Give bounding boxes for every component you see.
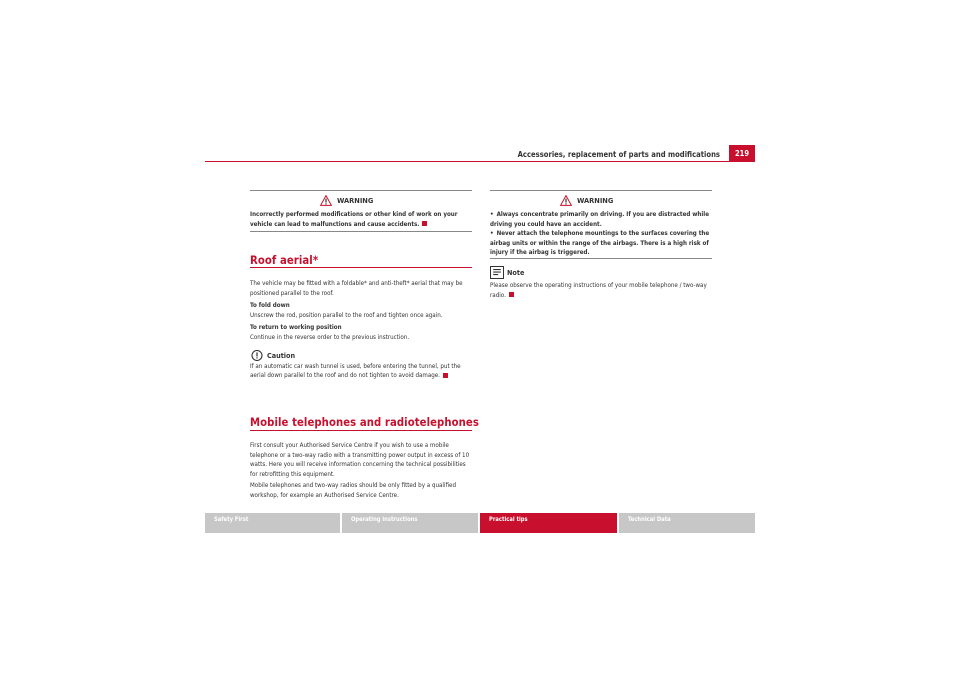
mobile-telephones-content [250,441,472,501]
roof-aerial-intro: The vehicle may be fitted with a foldable* and anti-theft* aerial that may be positioned parallel to the roof. [250,280,463,297]
mobile-telephones-rule [250,430,472,431]
page-number: 219 [729,145,755,162]
warning-bullet: • Always concentrate primarily on driving. If you are distracted while driving you could have an accident. [490,211,709,228]
section-end-mark [443,373,448,378]
warning-triangle-icon [560,195,572,206]
mobile-telephones-heading: Mobile telephones and radiotelephones [250,416,479,429]
left-warning-box [250,190,472,232]
page-header-title: Accessories, replacement of parts and modifications [517,150,720,159]
note-info-icon [490,266,504,279]
warning-bullet: • Never attach the telephone mountings to the surfaces covering the airbag units or within the range of the airbags. There is a high risk of injury if the airbag is triggered. [490,230,710,256]
section-end-mark [509,292,514,297]
note-text: Please observe the operating instructions of your mobile telephone / two-way radio. [490,282,707,299]
footer-tab-label: Technical Data [628,517,671,523]
section-end-mark [422,221,427,226]
warning-header [320,191,472,209]
mobile-paragraph-1: First consult your Authorised Service Centre if you wish to use a mobile telephone or a two-way radio with a transmitting power output in excess of 10 watts. Here you will receive information concerning the technical possibilities for retrofitting this equipment. [250,442,470,478]
footer-tab-technical-data[interactable] [619,513,755,533]
footer-tab-operating-instructions[interactable] [342,513,478,533]
footer-tab-label: Safety First [214,517,249,523]
warning-header [560,191,712,209]
return-heading: To return to working position [250,324,342,332]
fold-down-text: Unscrew the rod, position parallel to the roof and tighten once again. [250,311,443,319]
mobile-paragraph-2: Mobile telephones and two-way radios should be only fitted by a qualified workshop, for example an Authorised Service Centre. [250,482,456,499]
note-block [490,266,712,300]
return-text: Continue in the reverse order to the previous instruction. [250,333,410,341]
warning-triangle-icon [320,195,332,206]
header-rule [205,161,755,162]
roof-aerial-rule [250,267,472,268]
warning-heading: WARNING [337,195,374,205]
footer-tab-label: Operating instructions [351,517,418,523]
caution-exclamation-icon [250,350,264,361]
caution-heading: Caution [267,350,296,360]
warning-heading: WARNING [577,195,614,205]
warning-text: Incorrectly performed modifications or other kind of work on your vehicle can lead to malfunctions and cause accidents. [250,211,458,228]
footer-tab-label: Practical tips [489,517,528,523]
note-heading: Note [507,268,525,277]
caution-text: If an automatic car wash tunnel is used, before entering the tunnel, put the aerial down parallel to the roof and do not tighten to avoid damage. [250,362,461,380]
caution-header [250,350,472,361]
roof-aerial-heading: Roof aerial* [250,254,319,267]
right-warning-box [490,190,712,259]
footer-tab-safety-first[interactable] [205,513,340,533]
footer-tab-practical-tips[interactable] [480,513,617,533]
warning-bullet-list [490,210,712,258]
note-header [490,266,712,279]
warning-bullet-text: Never attach the telephone mountings to the surfaces covering the airbag units or within the range of the airbags. There is a high risk of injury if the airbag is triggered. [490,230,710,256]
warning-bullet-text: Always concentrate primarily on driving. If you are distracted while driving you could have an accident. [490,211,709,228]
fold-down-heading: To fold down [250,302,290,310]
roof-aerial-content [250,279,472,381]
